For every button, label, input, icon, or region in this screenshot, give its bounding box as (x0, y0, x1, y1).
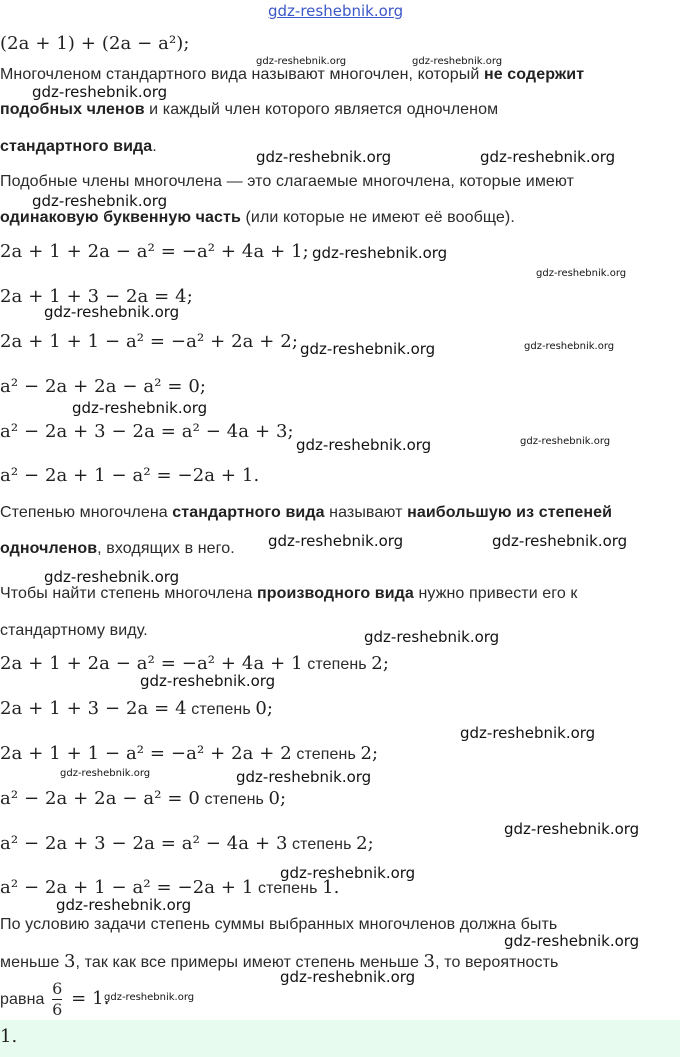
text-run: нужно привести его к (413, 585, 578, 602)
degree-equation-4 (0, 787, 286, 812)
text-run: . (152, 138, 157, 155)
number: 3 (423, 951, 436, 972)
watermark: gdz-reshebnik.org (296, 436, 432, 454)
watermark: gdz-reshebnik.org (32, 192, 168, 210)
watermark: gdz-reshebnik.org (504, 820, 640, 838)
watermark: gdz-reshebnik.org (280, 864, 416, 882)
result: = 1. (65, 988, 110, 1009)
text-run: Подобные члены многочлена — это слагаемые многочлена, которые имеют (0, 173, 575, 190)
bold-run: одинаковую буквенную часть (0, 209, 241, 226)
conclusion-line-1 (0, 915, 557, 935)
watermark: gdz-reshebnik.org (536, 268, 627, 279)
watermark: gdz-reshebnik.org (256, 56, 347, 67)
degree-value: 0; (255, 698, 274, 719)
text-run: и каждый член которого является одночленом (144, 101, 499, 118)
watermark: gdz-reshebnik.org (460, 724, 596, 742)
equation-5: a² − 2a + 3 − 2a = a² − 4a + 3; (0, 421, 294, 442)
text-run: Степенью многочлена (0, 504, 173, 521)
bold-run: стандартного вида (0, 138, 153, 155)
expression: a² − 2a + 3 − 2a = a² − 4a + 3 (0, 833, 288, 854)
watermark: gdz-reshebnik.org (32, 83, 168, 101)
bold-run: стандартного вида (172, 504, 325, 521)
degree-label: степень (199, 791, 269, 808)
watermark: gdz-reshebnik.org (520, 436, 611, 447)
watermark: gdz-reshebnik.org (412, 56, 503, 67)
text-run: равна (0, 991, 50, 1008)
degree-value: 2; (356, 833, 374, 854)
text-run: , так как все примеры имеют степень меньше (75, 954, 424, 971)
expression: a² − 2a + 2a − a² = 0 (0, 788, 200, 809)
degree-label: степень (253, 880, 323, 897)
equation-4: a² − 2a + 2a − a² = 0; (0, 376, 207, 397)
degree-value: 1. (322, 877, 340, 898)
watermark: gdz-reshebnik.org (492, 532, 628, 550)
definition-standard-line-1 (0, 65, 584, 85)
degree-definition-line-2 (0, 539, 235, 559)
watermark: gdz-reshebnik.org (480, 148, 616, 166)
degree-find-line-1 (0, 584, 578, 604)
text-run: (или которые не имеют её вообще). (240, 209, 515, 226)
fraction-denominator: 6 (52, 1000, 63, 1020)
watermark: gdz-reshebnik.org (104, 992, 195, 1003)
expression-sum: (2a + 1) + (2a − a²); (0, 33, 190, 54)
bold-run: одночленов (0, 540, 98, 557)
bold-run: наибольшую из степеней (407, 504, 613, 521)
expression: a² − 2a + 1 − a² = −2a + 1 (0, 877, 254, 898)
number: 3 (63, 951, 76, 972)
fraction (52, 980, 62, 1019)
definition-similar-line-2 (0, 208, 515, 228)
degree-label: степень (291, 746, 361, 763)
equation-6: a² − 2a + 1 − a² = −2a + 1. (0, 465, 260, 486)
equation-2: 2a + 1 + 3 − 2a = 4; (0, 286, 193, 307)
watermark: gdz-reshebnik.org (300, 340, 436, 358)
definition-standard-line-3 (0, 137, 157, 157)
degree-equation-2 (0, 697, 273, 722)
text-run: стандартному виду. (0, 622, 148, 639)
bold-run: подобных членов (0, 101, 145, 118)
bold-run: не содержит (483, 66, 585, 83)
bold-run: производного вида (257, 585, 414, 602)
answer-value: 1. (0, 1026, 18, 1047)
equation-1: 2a + 1 + 2a − a² = −a² + 4a + 1; (0, 241, 309, 262)
degree-value: 2; (360, 743, 379, 764)
equation-3: 2a + 1 + 1 − a² = −a² + 2a + 2; (0, 331, 299, 352)
watermark: gdz-reshebnik.org (72, 399, 208, 417)
text-run: меньше (0, 954, 64, 971)
text-run: Чтобы найти степень многочлена (0, 585, 258, 602)
conclusion-line-3 (0, 978, 110, 1022)
definition-standard-line-2 (0, 100, 498, 120)
watermark: gdz-reshebnik.org (268, 532, 404, 550)
degree-value: 0; (268, 788, 287, 809)
text-run: называют (324, 504, 408, 521)
watermark: gdz-reshebnik.org (504, 932, 640, 950)
watermark: gdz-reshebnik.org (44, 568, 180, 586)
degree-equation-5 (0, 832, 374, 857)
degree-label: степень (302, 656, 372, 673)
watermark: gdz-reshebnik.org (60, 768, 151, 779)
definition-similar-line-1 (0, 172, 574, 192)
watermark-link-top[interactable]: gdz-reshebnik.org (268, 2, 404, 20)
expression: 2a + 1 + 3 − 2a = 4 (0, 698, 187, 719)
expression: 2a + 1 + 2a − a² = −a² + 4a + 1 (0, 653, 303, 674)
answer-box (0, 1020, 680, 1057)
text-run: , входящих в него. (97, 540, 235, 557)
degree-label: степень (287, 836, 357, 853)
watermark: gdz-reshebnik.org (364, 628, 500, 646)
text-run: Многочленом стандартного вида называют многочлен, который (0, 66, 484, 83)
degree-find-line-2 (0, 621, 148, 641)
watermark: gdz-reshebnik.org (140, 672, 276, 690)
watermark: gdz-reshebnik.org (524, 341, 615, 352)
degree-label: степень (186, 701, 256, 718)
watermark: gdz-reshebnik.org (44, 303, 180, 321)
text-run: По условию задачи степень суммы выбранных многочленов должна быть (0, 916, 558, 933)
watermark: gdz-reshebnik.org (280, 968, 416, 986)
watermark: gdz-reshebnik.org (236, 768, 372, 786)
fraction-numerator: 6 (52, 979, 63, 999)
expression: 2a + 1 + 1 − a² = −a² + 2a + 2 (0, 743, 292, 764)
watermark: gdz-reshebnik.org (256, 148, 392, 166)
watermark: gdz-reshebnik.org (56, 896, 192, 914)
text-run: , то вероятность (435, 954, 559, 971)
watermark: gdz-reshebnik.org (312, 244, 448, 262)
degree-equation-3 (0, 742, 378, 767)
degree-value: 2; (371, 653, 389, 674)
degree-definition-line-1 (0, 503, 612, 523)
